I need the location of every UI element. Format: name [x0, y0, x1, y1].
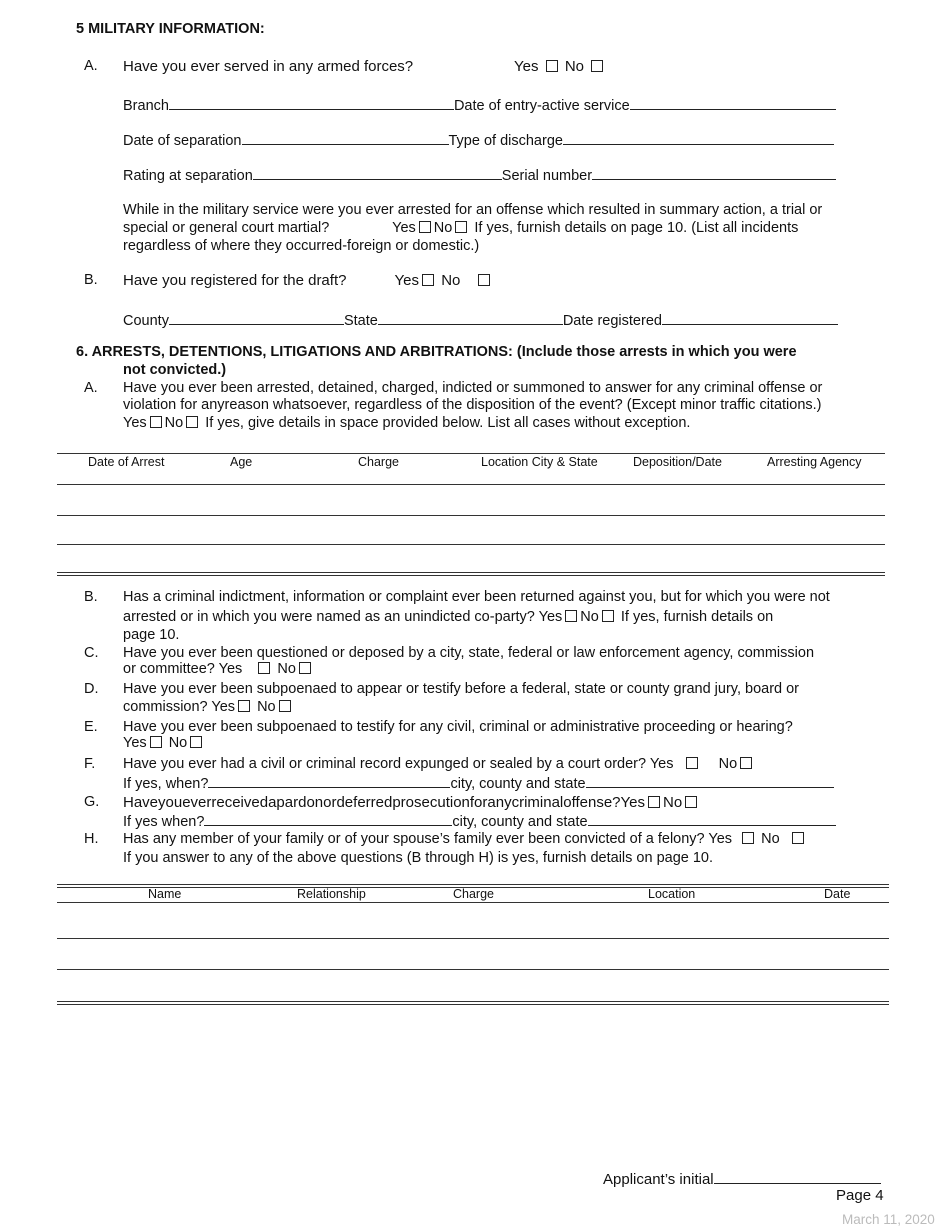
- state-label: State: [343, 313, 378, 329]
- section-5-title: 5 MILITARY INFORMATION:: [76, 21, 265, 37]
- col-date-of-arrest: Date of Arrest: [88, 455, 165, 469]
- pardon-line-2: [123, 811, 836, 830]
- city-county-state-field[interactable]: [586, 773, 834, 788]
- section-6-title: 6. ARRESTS, DETENTIONS, LITIGATIONS AND ARBITRATIONS: (Include those arrests in which you were: [76, 344, 797, 360]
- no-checkbox[interactable]: [299, 662, 311, 674]
- arrest-details-text: If yes, give details in space provided below. List all cases without exception.: [205, 415, 691, 431]
- no-label: No: [433, 220, 453, 236]
- no-label: No: [257, 699, 276, 715]
- table-row[interactable]: [57, 902, 889, 903]
- pardon-text: Haveyoueverreceivedapardonordeferredprosecutionforanycriminaloffense?Yes: [123, 794, 645, 811]
- no-label: No: [580, 609, 599, 625]
- city-county-state-field[interactable]: [588, 811, 836, 826]
- subpoena-line-2: [123, 699, 294, 715]
- type-discharge-label: Type of discharge: [448, 133, 563, 149]
- no-checkbox[interactable]: [591, 60, 603, 72]
- no-label: No: [441, 272, 461, 289]
- type-discharge-field[interactable]: [563, 130, 834, 145]
- yes-checkbox[interactable]: [742, 832, 754, 844]
- court-martial-line-1: While in the military service were you ever arrested for an offense which resulted in summary action, a trial or: [123, 202, 823, 218]
- no-label: No: [761, 831, 780, 847]
- yes-label: Yes: [392, 220, 416, 236]
- serial-field[interactable]: [592, 165, 836, 180]
- no-checkbox[interactable]: [186, 416, 198, 428]
- city-county-state-label: city, county and state: [452, 814, 588, 830]
- question-label: A.: [84, 380, 98, 396]
- felony-line-2: If you answer to any of the above questions (B through H) is yes, furnish details on page 10.: [123, 850, 714, 866]
- indictment-text: arrested or in which you were named as an unindicted co-party? Yes: [123, 609, 563, 625]
- court-martial-line-2: [123, 220, 798, 236]
- col-relationship: Relationship: [297, 887, 366, 901]
- no-label: No: [564, 58, 585, 75]
- city-county-state-label: city, county and state: [450, 776, 586, 792]
- no-label: No: [718, 756, 738, 772]
- section-6-title-cont: not convicted.): [123, 362, 227, 378]
- table-bottom-rule: [57, 1001, 889, 1005]
- arrest-question-line-3: [123, 415, 690, 431]
- yes-checkbox[interactable]: [546, 60, 558, 72]
- serial-label: Serial number: [501, 168, 593, 184]
- question-label: G.: [84, 794, 100, 810]
- court-martial-line-3: regardless of where they occurred-foreign or domestic.): [123, 238, 480, 254]
- table-row[interactable]: [57, 969, 889, 970]
- furnish-details-text: If yes, furnish details on page 10. (List all incidents: [474, 220, 799, 236]
- armed-forces-yes-no: [514, 58, 606, 75]
- col-charge: Charge: [358, 455, 399, 469]
- testify-line-1: Have you ever been subpoenaed to testify for any civil, criminal or administrative proceeding or hearing?: [123, 719, 793, 735]
- when-field[interactable]: [204, 811, 452, 826]
- commission-text: commission? Yes: [123, 699, 236, 715]
- no-checkbox[interactable]: [792, 832, 804, 844]
- pardon-line-1: [123, 794, 700, 811]
- no-checkbox[interactable]: [279, 700, 291, 712]
- date-separation-field[interactable]: [242, 130, 449, 145]
- col-deposition: Deposition/Date: [633, 455, 722, 469]
- col-name: Name: [148, 887, 182, 901]
- yes-checkbox[interactable]: [419, 221, 431, 233]
- no-label: No: [663, 794, 683, 811]
- rating-label: Rating at separation: [123, 168, 253, 184]
- yes-checkbox[interactable]: [258, 662, 270, 674]
- col-charge: Charge: [453, 887, 494, 901]
- branch-label: Branch: [123, 98, 169, 114]
- date-registered-label: Date registered: [562, 313, 662, 329]
- col-location: Location: [648, 887, 696, 901]
- yes-checkbox[interactable]: [238, 700, 250, 712]
- table-bottom-rule: [57, 572, 885, 576]
- page-number: Page 4: [836, 1187, 884, 1204]
- yes-checkbox[interactable]: [648, 796, 660, 808]
- court-martial-text: special or general court martial?: [123, 220, 330, 236]
- question-label: H.: [84, 831, 99, 847]
- furnish-details-text: If yes, furnish details on: [620, 609, 774, 625]
- yes-label: Yes: [514, 58, 539, 75]
- armed-forces-question: Have you ever served in any armed forces?: [123, 58, 414, 75]
- col-arresting-agency: Arresting Agency: [767, 455, 862, 469]
- expunged-text: Have you ever had a civil or criminal record expunged or sealed by a court order? Yes: [123, 756, 674, 772]
- when-label: If yes, when?: [123, 776, 209, 792]
- committee-text: or committee? Yes: [123, 661, 243, 677]
- yes-checkbox[interactable]: [150, 416, 162, 428]
- indictment-line-3: page 10.: [123, 627, 180, 643]
- county-label: County: [123, 313, 169, 329]
- no-checkbox[interactable]: [455, 221, 467, 233]
- table-row[interactable]: [57, 544, 885, 545]
- yes-checkbox[interactable]: [686, 757, 698, 769]
- no-label: No: [168, 735, 188, 751]
- date-entry-label: Date of entry-active service: [453, 98, 630, 114]
- separation-row: [123, 130, 834, 149]
- table-row[interactable]: [57, 515, 885, 516]
- yes-label: Yes: [123, 415, 147, 431]
- question-label: C.: [84, 645, 99, 661]
- no-checkbox[interactable]: [602, 610, 614, 622]
- col-location: Location City & State: [481, 455, 598, 469]
- rating-row: [123, 165, 836, 184]
- question-label: E.: [84, 719, 98, 735]
- questioned-line-2: [123, 661, 314, 677]
- table-top-rule: [57, 453, 885, 454]
- draft-question: Have you registered for the draft?: [123, 272, 347, 289]
- yes-label: Yes: [123, 735, 147, 751]
- date-separation-label: Date of separation: [123, 133, 242, 149]
- state-field[interactable]: [378, 310, 563, 325]
- branch-row: [123, 95, 836, 114]
- draft-details-row: [123, 310, 838, 329]
- testify-line-2: [123, 735, 205, 751]
- date-entry-field[interactable]: [630, 95, 836, 110]
- applicant-initial-row: [603, 1169, 881, 1188]
- yes-checkbox[interactable]: [150, 736, 162, 748]
- when-label: If yes when?: [123, 814, 205, 830]
- question-label: A.: [84, 58, 98, 74]
- no-checkbox[interactable]: [740, 757, 752, 769]
- rating-field[interactable]: [253, 165, 502, 180]
- no-label: No: [164, 415, 184, 431]
- questioned-line-1: Have you ever been questioned or deposed by a city, state, federal or law enforcement agency, commission: [123, 645, 815, 661]
- table-row[interactable]: [57, 484, 885, 485]
- yes-label: Yes: [394, 272, 420, 289]
- col-date: Date: [824, 887, 851, 901]
- col-age: Age: [230, 455, 253, 469]
- draft-row: [123, 272, 493, 289]
- date-registered-field[interactable]: [662, 310, 838, 325]
- county-field[interactable]: [169, 310, 344, 325]
- indictment-line-1: Has a criminal indictment, information or complaint ever been returned against you, but for which you were not: [123, 589, 830, 605]
- question-label: F.: [84, 756, 96, 772]
- felony-line-1: [123, 831, 807, 847]
- felony-text: Has any member of your family or of your spouse’s family ever been convicted of a felony? Yes: [123, 831, 733, 847]
- subpoena-line-1: Have you ever been subpoenaed to appear or testify before a federal, state or county grand jury, board or: [123, 681, 800, 697]
- yes-checkbox[interactable]: [565, 610, 577, 622]
- revision-date: March 11, 2020: [842, 1212, 935, 1227]
- yes-checkbox[interactable]: [422, 274, 434, 286]
- no-label: No: [277, 661, 296, 677]
- applicant-initial-field[interactable]: [714, 1169, 881, 1184]
- no-checkbox[interactable]: [190, 736, 202, 748]
- question-label: B.: [84, 589, 98, 605]
- question-label: B.: [84, 272, 98, 288]
- arrest-question-line-2: violation for anyreason whatsoever, regardless of the disposition of the event? (Except minor traffic citations.): [123, 397, 822, 413]
- expunged-line-2: [123, 773, 834, 792]
- applicant-initial-label: Applicant’s initial: [603, 1171, 714, 1188]
- table-row[interactable]: [57, 938, 889, 939]
- branch-field[interactable]: [169, 95, 454, 110]
- no-checkbox[interactable]: [685, 796, 697, 808]
- expunged-line-1: [123, 756, 755, 772]
- no-checkbox[interactable]: [478, 274, 490, 286]
- when-field[interactable]: [208, 773, 450, 788]
- question-label: D.: [84, 681, 99, 697]
- arrest-question-line-1: Have you ever been arrested, detained, charged, indicted or summoned to answer for any criminal offense or: [123, 380, 823, 396]
- indictment-line-2: [123, 609, 773, 625]
